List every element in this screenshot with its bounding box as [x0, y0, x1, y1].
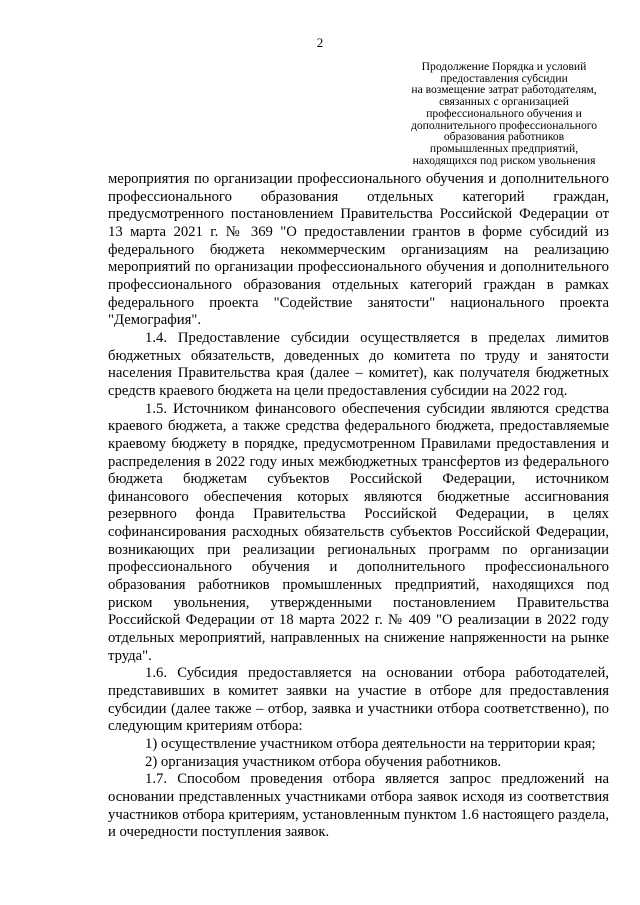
header-line: находящихся под риском увольнения [412, 153, 596, 167]
header-line: на возмещение затрат работодателям, [411, 83, 597, 97]
criterion-2: 2) организация участником отбора обучения работников. [145, 753, 502, 770]
header-line: предоставления субсидии [440, 71, 568, 85]
paragraph-1-4: 1.4. Предоставление субсидии осуществляется в пределах лимитов бюджетных обязательств, доведенных до комитета по труду и занятости населения Правительства края (далее – комитет), как получателя бюджетных средств краевого бюджета на цели предоставления субсидии на 2022 год. [108, 329, 609, 399]
header-line: связанных с организацией [439, 95, 569, 109]
paragraph-continuation: мероприятия по организации профессионального обучения и дополнительного профессионального образования отдельных категорий граждан, предусмотренного постановлением Правительства Российской Федерации от 13 марта 2021 г. № 369 "О предоставлении грантов в форме субсидий из федерального бюджета некоммерческим организациям на реализацию мероприятий по организации профессионального обучения и дополнительного профессионального образования отдельных категорий граждан в рамках федерального проекта "Содействие занятости" национального проекта "Демография". [108, 171, 609, 329]
document-body [108, 171, 609, 842]
criterion-1: 1) осуществление участником отбора деятельности на территории края; [145, 736, 596, 752]
continuation-header [398, 61, 610, 166]
paragraph-1-6: 1.6. Субсидия предоставляется на основании отбора работодателей, представивших в комитет заявки на участие в отборе для предоставления субсидии (далее также – отбор, заявка и участники отбора соответственно), по следующим критериям отбора: [108, 665, 609, 735]
header-line: профессионального обучения и [426, 106, 582, 120]
page-number: 2 [316, 35, 324, 50]
header-line: Продолжение Порядка и условий [421, 60, 587, 73]
header-line: дополнительного профессионального [410, 118, 597, 132]
header-line: образования работников [443, 130, 565, 144]
paragraph-1-7: 1.7. Способом проведения отбора является запрос предложений на основании представленных участниками отбора заявок исходя из соответствия участников отбора критериям, установленным пунктом 1.6 настоящего раздела, и очередности поступления заявок. [108, 771, 609, 841]
header-line: промышленных предприятий, [429, 141, 579, 155]
paragraph-1-5: 1.5. Источником финансового обеспечения субсидии являются средства краевого бюджета, а также средства федерального бюджета, предоставляемые краевому бюджету в порядке, предусмотренном Правилами предоставления и распределения в 2022 году иных межбюджетных трансфертов из федерального бюджета бюджетам субъектов Российской Федерации, источником финансового обеспечения которых являются бюджетные ассигнования резервного фонда Правительства Российской Федерации, в целях софинансирования расходных обязательств субъектов Российской Федерации, возникающих при реализации региональных программ по организации профессионального обучения и дополнительного профессионального образования работников промышленных предприятий, находящихся под риском увольнения, утвержденными постановлением Правительства Российской Федерации от 18 марта 2022 г. № 409 "О реализации в 2022 году отдельных мероприятий, направленных на снижение напряженности на рынке труда". [108, 400, 609, 664]
